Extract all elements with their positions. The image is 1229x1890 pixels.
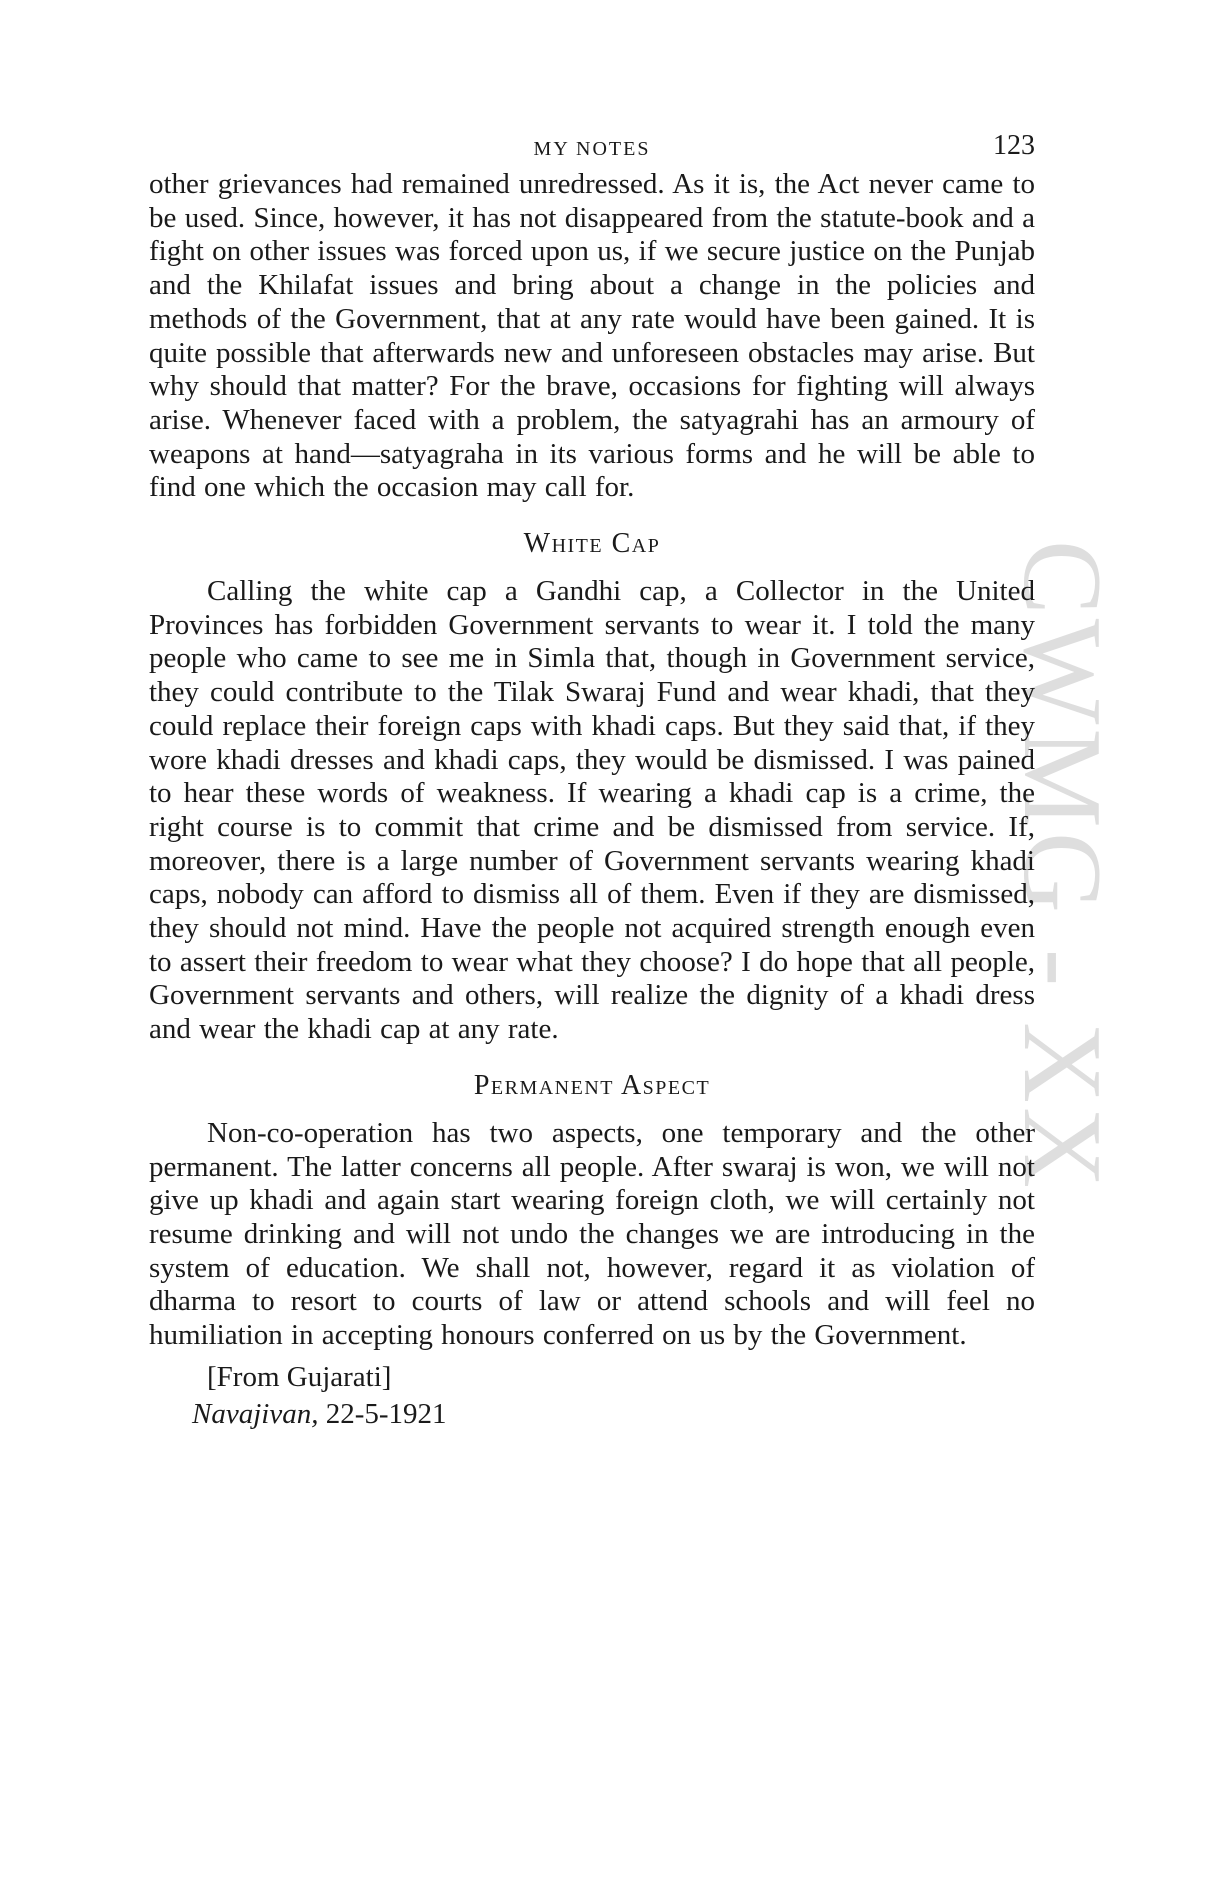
paragraph-continued: other grievances had remained unredressed. As it is, the Act never came to be used. Since, however, it has not disappeared from the statute-book and a fight on other issues was forced upon us, if we secure justice on the Punjab and the Khilafat issues and bring about a change in the policies and methods of the Government, that at any rate would have been gained. It is quite possible that afterwards new and unforeseen obstacles may arise. But why should that matter? For the brave, occasions for fighting will always arise. Whenever faced with a problem, the satyagrahi has an armoury of weapons at hand—satyagraha in its various forms and he will be able to find one which the occasion may call for.	[149, 168, 1035, 504]
publication-date: 22-5-1921	[325, 1397, 447, 1430]
watermark-text: CWMG - XX	[1000, 540, 1124, 1192]
page-number: 123	[993, 130, 1035, 161]
paragraph-permanent-aspect: Non-co-operation has two aspects, one temporary and the other permanent. The latter concerns all people. After swaraj is won, we will not give up khadi and again start wearing foreign cloth, we will certainly not resume drinking and will not undo the changes we are introducing in the system of education. We shall not, however, regard it as violation of dharma to resort to courts of law or attend schools and will feel no humiliation in accepting honours conferred on us by the Government.	[149, 1116, 1035, 1352]
section-heading-white-cap: White Cap	[523, 528, 661, 560]
paragraph-white-cap: Calling the white cap a Gandhi cap, a Collector in the United Provinces has forbidden Government servants to wear it. I told the many people who came to see me in Simla that, though in Government service, they could contribute to the Tilak Swaraj Fund and wear khadi, that they could replace their foreign caps with khadi caps. But they said that, if they wore khadi dresses and khadi caps, they would be dismissed. I was pained to hear these words of weakness. If wearing a khadi cap is a crime, the right course is to commit that crime and be dismissed from service. If, moreover, there is a large number of Government servants wearing khadi caps, nobody can afford to dismiss all of them. Even if they are dismissed, they should not mind. Have the people not acquired strength enough even to assert their freedom to wear what they choose? I do hope that all people, Government servants and others, will realize the dignity of a khadi dress and wear the khadi cap at any rate.	[149, 575, 1035, 1046]
publication-name: Navajivan,	[192, 1397, 319, 1430]
page-content	[149, 128, 1035, 1433]
source-note: [From Gujarati]	[207, 1360, 392, 1393]
running-title: MY NOTES	[533, 138, 651, 160]
section-heading-permanent-aspect: Permanent Aspect	[473, 1069, 711, 1101]
citation	[192, 1396, 1035, 1433]
running-header	[149, 128, 1035, 168]
